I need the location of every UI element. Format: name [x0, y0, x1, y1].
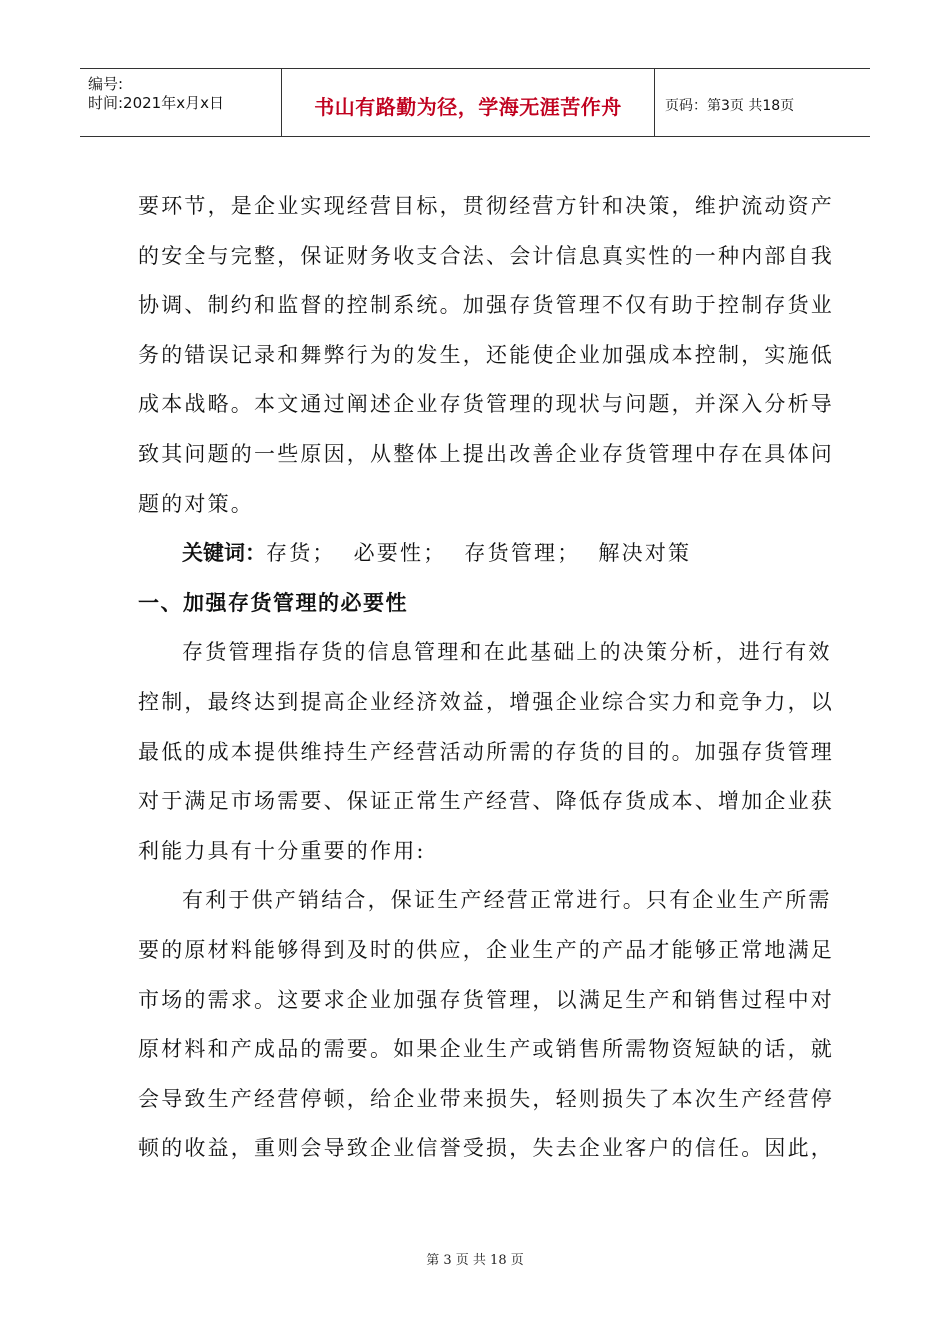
- text-line: 控制，最终达到提高企业经济效益，增强企业综合实力和竞争力，以: [138, 689, 834, 714]
- text-line: 要环节，是企业实现经营目标，贯彻经营方针和决策，维护流动资产: [138, 194, 834, 218]
- keyword-item: 存货；: [266, 541, 336, 566]
- page-header: [80, 68, 870, 137]
- text-line: 最低的成本提供维持生产经营活动所需的存货的目的。加强存货管理: [138, 739, 834, 764]
- text-line: 原材料和产成品的需要。如果企业生产或销售所需物资短缺的话，就: [138, 1037, 834, 1062]
- header-page-info: 页码：第3页 共18页: [665, 98, 795, 114]
- text-line: 存货管理指存货的信息管理和在此基础上的决策分析，进行有效: [182, 640, 832, 665]
- text-line: 要的原材料能够得到及时的供应，企业生产的产品才能够正常地满足: [138, 937, 834, 962]
- text-line: 成本战略。本文通过阐述企业存货管理的现状与问题，并深入分析导: [138, 392, 834, 417]
- text-line: 协调、制约和监督的控制系统。加强存货管理不仅有助于控制存货业: [138, 293, 834, 318]
- keywords-label: 关键词：: [182, 541, 266, 566]
- document-body: [138, 182, 834, 1174]
- header-motto-cell: [281, 69, 655, 136]
- doc-number-label: 编号:: [88, 75, 124, 93]
- section-heading: 一、加强存货管理的必要性: [138, 590, 408, 615]
- text-line: 对于满足市场需要、保证正常生产经营、降低存货成本、增加企业获: [138, 789, 834, 814]
- text-line: 题的对策。: [138, 491, 254, 516]
- header-meta: [80, 69, 281, 136]
- keywords-line: [138, 529, 814, 579]
- header-page-cell: [655, 69, 870, 136]
- keyword-item: 必要性；: [353, 541, 447, 566]
- header-motto: 书山有路勤为径，学海无涯苦作舟: [314, 95, 622, 119]
- text-line: 市场的需求。这要求企业加强存货管理，以满足生产和销售过程中对: [138, 987, 834, 1012]
- text-line: 的安全与完整，保证财务收支合法、会计信息真实性的一种内部自我: [138, 243, 834, 268]
- text-line: 会导致生产经营停顿，给企业带来损失，轻则损失了本次生产经营停: [138, 1086, 834, 1111]
- text-line: 有利于供产销结合，保证生产经营正常进行。只有企业生产所需: [182, 888, 832, 913]
- text-line: 顿的收益，重则会导致企业信誉受损，失去企业客户的信任。因此，: [138, 1136, 834, 1161]
- text-line: 致其问题的一些原因，从整体上提出改善企业存货管理中存在具体问: [138, 441, 834, 466]
- doc-time-label: 时间:2021年x月x日: [88, 94, 224, 112]
- keyword-item: 存货管理；: [464, 541, 581, 566]
- page-footer: 第 3 页 共 18 页: [426, 1253, 524, 1268]
- keyword-item: 解决对策: [598, 541, 692, 566]
- text-line: 务的错误记录和舞弊行为的发生，还能使企业加强成本控制，实施低: [138, 342, 834, 367]
- text-line: 利能力具有十分重要的作用:: [138, 838, 426, 863]
